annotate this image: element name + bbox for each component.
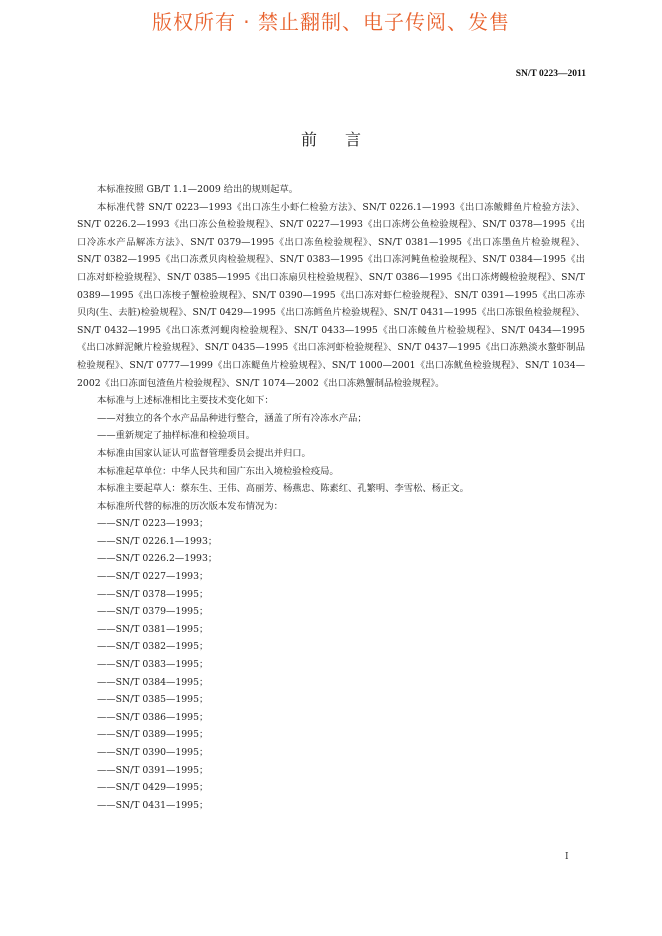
- list-item: ——SN/T 0389—1995；: [97, 729, 209, 741]
- paragraph-proposer: 本标准由国家认证认可监督管理委员会提出并归口。: [97, 447, 311, 459]
- standard-code: SN/T 0223—2011: [515, 69, 586, 79]
- list-item: ——SN/T 0382—1995；: [97, 641, 209, 653]
- list-item: ——SN/T 0391—1995；: [97, 764, 209, 776]
- list-item: ——SN/T 0223—1993；: [97, 518, 209, 530]
- list-item: ——SN/T 0378—1995；: [97, 588, 209, 600]
- list-item: ——SN/T 0381—1995；: [97, 623, 209, 635]
- paragraph-replaced-standards: 本标准代替 SN/T 0223—1993《出口冻生小虾仁检验方法》、SN/T 0226.1—1993《出口冻鲅鲱鱼片检验方法》、SN/T 0226.2—1993《出口冻公鱼检验规程》、SN/T 0227—1993《出口冻烤公鱼检验规程》、SN/T 0378—1995《出口冷冻水产品解冻方法》、SN/T 0379—1995《出口冻鱼检验规程》、SN/T 0381—1995《出口冻墨鱼片检验规程》、SN/T 0382—1995《出口冻煮贝肉检验规程》、SN/T 0383—1995《出口冻河鲀鱼检验规程》、SN/T 0384—1995《出口冻对虾检验规程》、SN/T 0385—1995《出口冻扇贝柱检验规程》、SN/T 0386—1995《出口冻烤鳗检验规程》、SN/T 0389—1995《出口冻梭子蟹检验规程》、SN/T 0390—1995《出口冻对虾仁检验规程》、SN/T 0391—1995《出口冻赤贝肉(生、去脏)检验规程》、SN/T 0429—1995《出口冻鳕鱼片检验规程》、SN/T 0431—1995《出口冻银鱼检验规程》、SN/T 0432—1995《出口冻煮河蚬肉检验规程》、SN/T 0433—1995《出口冻鲮鱼片检验规程》、SN/T 0434—1995《出口冰鲜泥鳅片检验规程》、SN/T 0435—1995《出口冻河虾检验规程》、SN/T 0437—1995《出口冻熟淡水螯虾制品检验规程》、SN/T 0777—1999《出口冻鳀鱼片检验规程》、SN/T 1000—2001《出口冻鱿鱼检验规程》、SN/T 1034—2002《出口冻面包渣鱼片检验规程》、SN/T 1074—2002《出口冻熟蟹制品检验规程》。: [77, 201, 585, 389]
- list-item: ——SN/T 0379—1995；: [97, 606, 209, 618]
- paragraph-drafting-rules: 本标准按照 GB/T 1.1—2009 给出的规则起草。: [97, 184, 299, 195]
- history-list: [77, 515, 585, 814]
- paragraph-change-item: ——重新规定了抽样标准和检验项目。: [97, 430, 256, 442]
- list-item: ——SN/T 0227—1993；: [97, 571, 209, 583]
- page-number: I: [565, 852, 569, 862]
- paragraph-changes-intro: 本标准与上述标准相比主要技术变化如下：: [97, 395, 274, 407]
- list-item: ——SN/T 0226.2—1993；: [97, 553, 218, 565]
- list-item: ——SN/T 0385—1995；: [97, 694, 209, 706]
- copyright-watermark: 版权所有 · 禁止翻制、电子传阅、发售: [151, 10, 511, 34]
- paragraph-change-item: ——对独立的各个水产品品种进行整合，涵盖了所有冷冻水产品；: [97, 412, 367, 424]
- paragraph-drafting-unit: 本标准起草单位：中华人民共和国广东出入境检验检疫局。: [97, 465, 339, 477]
- list-item: ——SN/T 0429—1995；: [97, 782, 209, 794]
- paragraph-history-intro: 本标准所代替的标准的历次版本发布情况为：: [97, 500, 283, 512]
- list-item: ——SN/T 0384—1995；: [97, 676, 209, 688]
- paragraph-drafters: 本标准主要起草人：蔡东生、王伟、高丽芳、杨燕忠、陈素红、孔繁明、李雪松、杨正文。: [97, 483, 469, 495]
- list-item: ——SN/T 0431—1995；: [97, 799, 209, 811]
- list-item: ——SN/T 0390—1995；: [97, 747, 209, 758]
- list-item: ——SN/T 0386—1995；: [97, 711, 209, 723]
- page-title: 前言: [300, 130, 389, 149]
- list-item: ——SN/T 0383—1995；: [97, 659, 209, 671]
- list-item: ——SN/T 0226.1—1993；: [97, 535, 218, 547]
- foreword-body: [77, 181, 585, 814]
